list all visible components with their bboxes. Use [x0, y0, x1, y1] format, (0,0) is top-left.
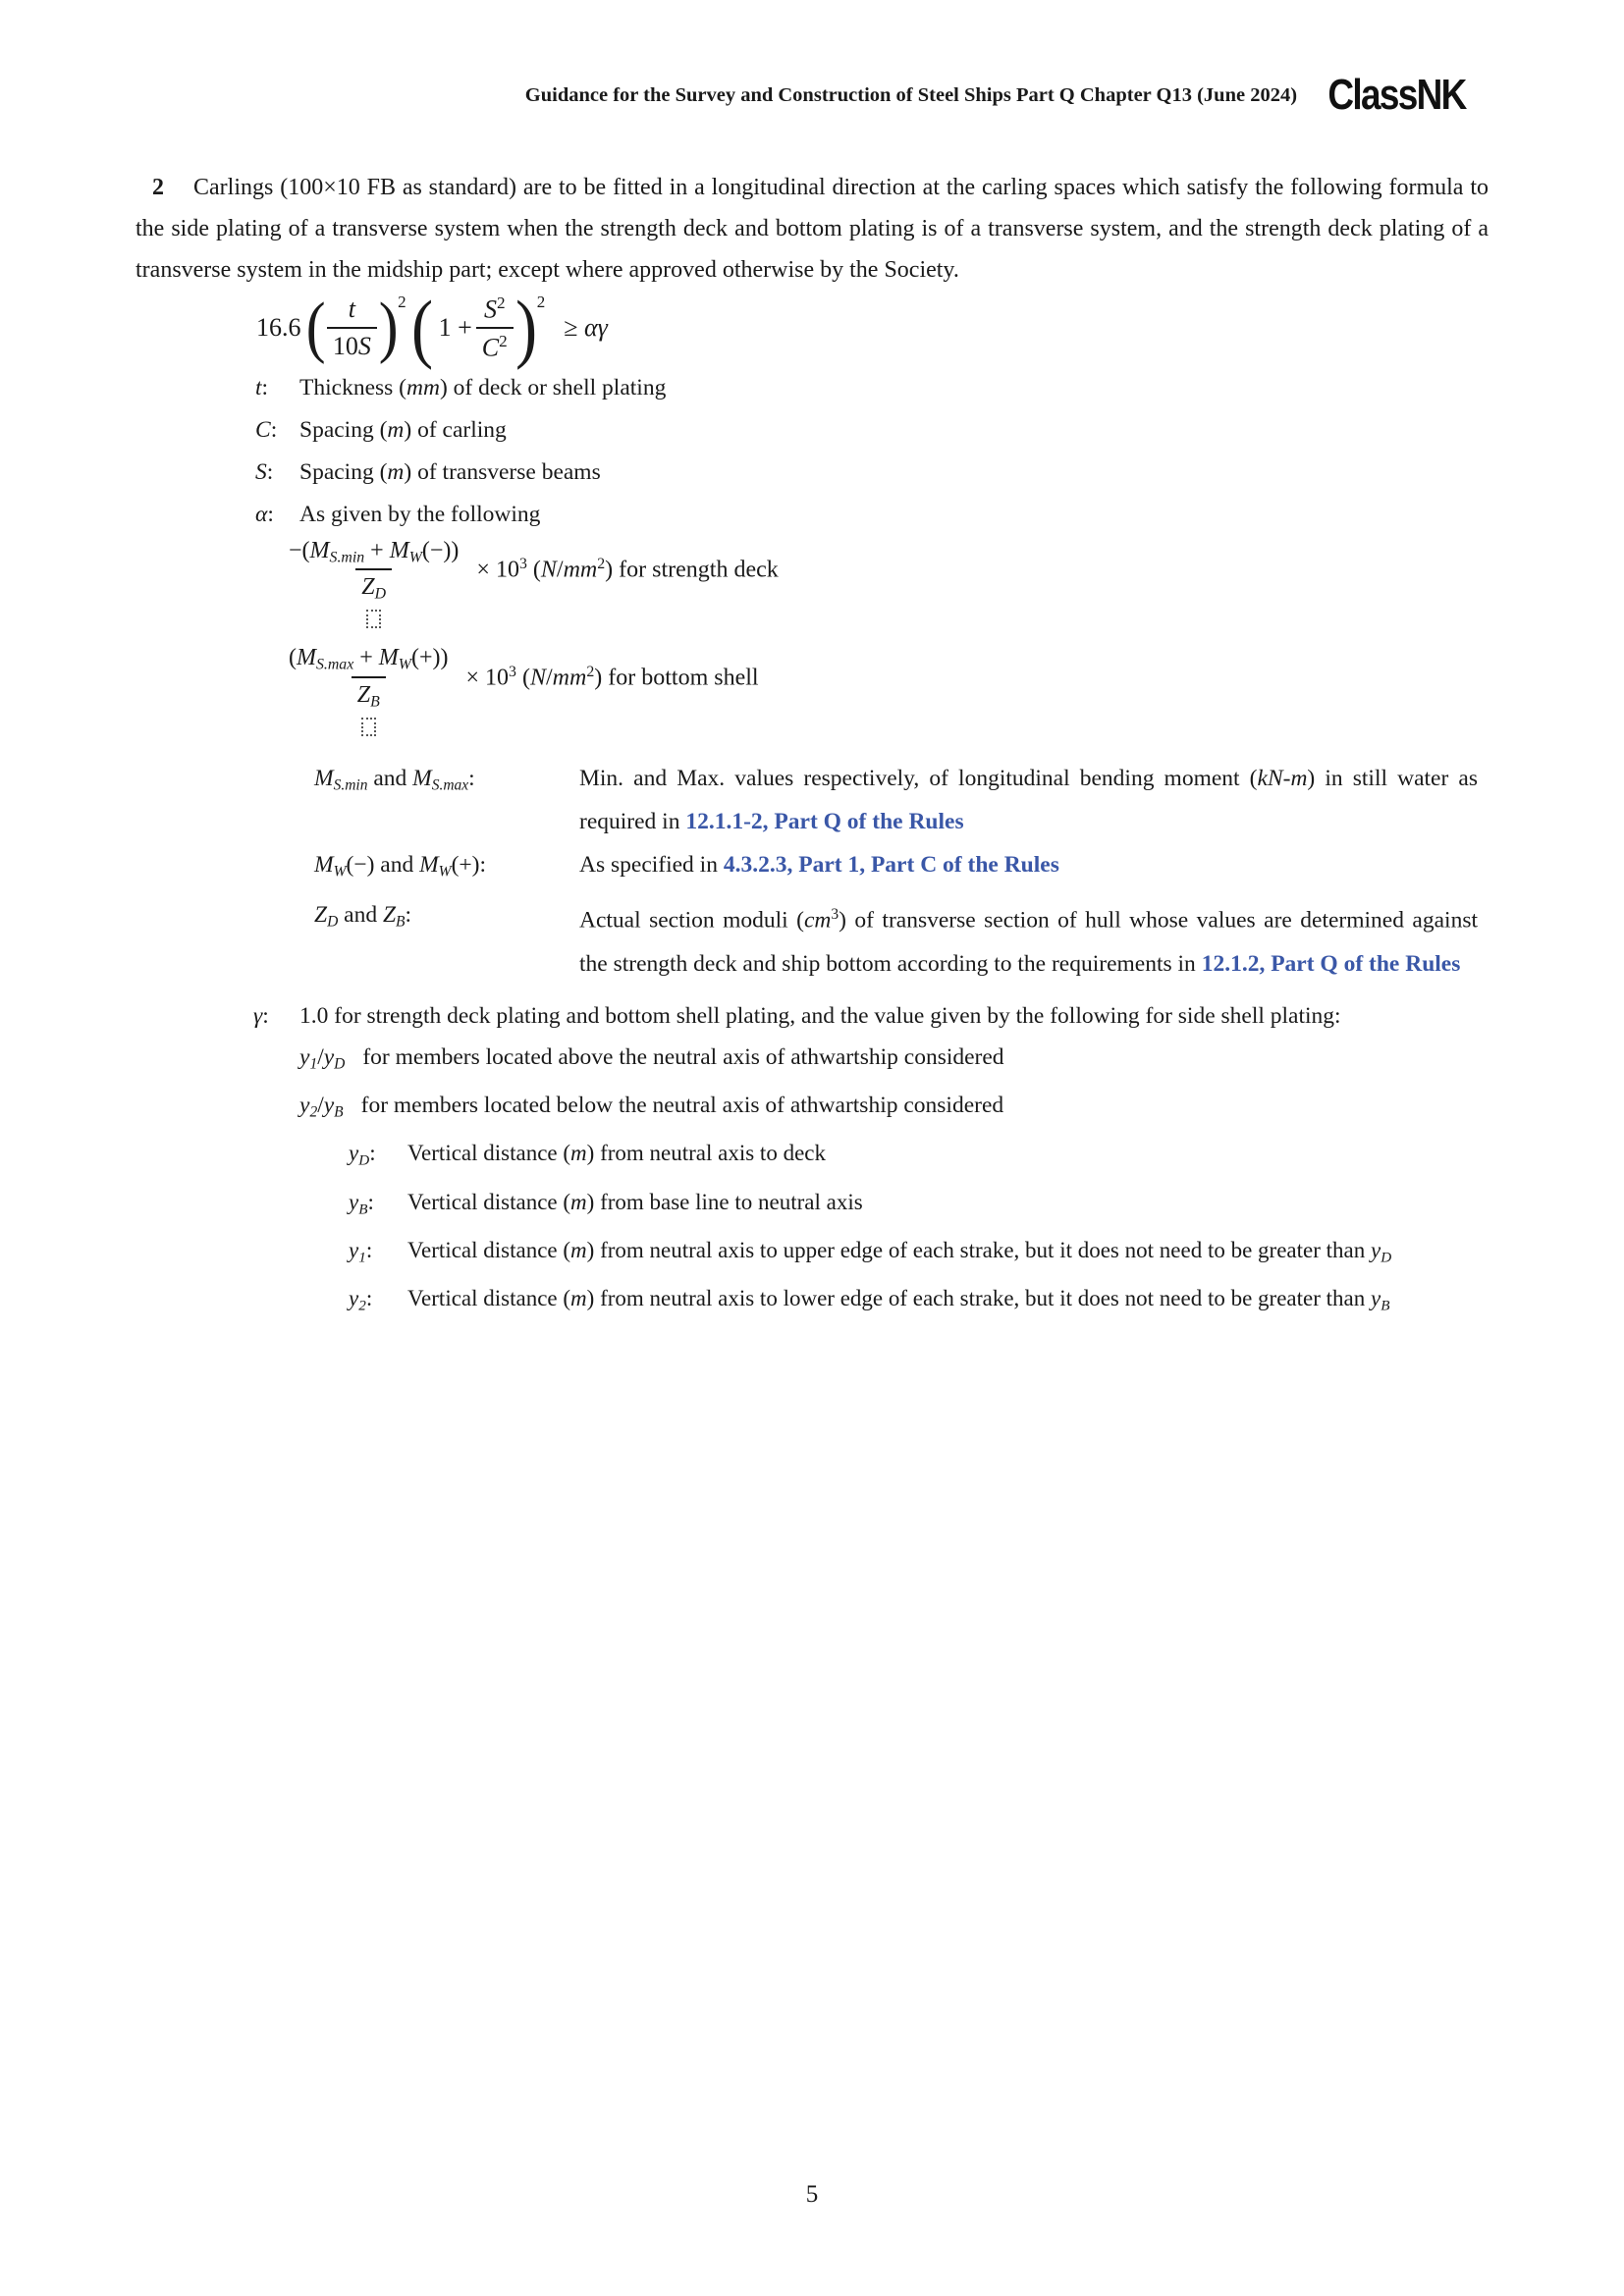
- text-run: ) from neutral axis to deck: [586, 1141, 826, 1166]
- text-run: y: [299, 1043, 310, 1070]
- text-run: S: [255, 459, 267, 485]
- text-run: (: [515, 665, 530, 691]
- text-run: 2: [358, 1297, 366, 1314]
- text-run: S: [483, 294, 497, 323]
- text-run: m: [570, 1189, 587, 1214]
- text-run: y: [349, 1141, 359, 1166]
- fraction-denominator: [476, 327, 514, 364]
- text-run: M: [378, 645, 399, 671]
- text-run: Vertical distance (: [407, 1286, 571, 1311]
- text-run: M: [389, 538, 409, 563]
- text-run: B: [370, 693, 380, 711]
- text-run: 2: [586, 663, 595, 680]
- text-run: ) from neutral axis to lower edge of each strake, but it does not need to be greater than: [586, 1286, 1371, 1311]
- text-run: 2: [499, 331, 508, 350]
- text-run: t: [255, 375, 262, 400]
- text-run: M: [419, 851, 439, 878]
- text-run: −(: [289, 538, 310, 563]
- page-header: [0, 73, 1479, 118]
- text-run: :: [266, 459, 274, 485]
- definition-symbol: [255, 494, 299, 536]
- text-run: 3: [831, 906, 839, 924]
- text-run: Spacing (: [299, 459, 388, 485]
- text-run: αγ: [583, 313, 608, 342]
- alpha-fraction-denominator: [355, 568, 392, 604]
- classnk-logo: ClassNK: [1327, 71, 1466, 119]
- rule-reference-link[interactable]: 4.3.2.3, Part 1, Part C of the Rules: [723, 851, 1059, 878]
- text-run: y: [323, 1043, 335, 1070]
- exponent-squared: 2: [536, 293, 546, 311]
- text-run: Vertical distance (: [407, 1237, 571, 1262]
- exponent-squared: 2: [398, 293, 406, 311]
- text-run: C: [255, 417, 271, 443]
- text-run: M: [309, 538, 330, 563]
- text-run: :: [365, 1286, 373, 1311]
- text-run: :: [365, 1237, 373, 1262]
- symbol-description: [579, 757, 1478, 843]
- text-run: y: [1370, 1237, 1381, 1262]
- text-run: (: [526, 558, 541, 584]
- text-run: B: [396, 913, 406, 931]
- inequality-rhs-alpha-gamma: [564, 313, 608, 343]
- text-run: 2: [496, 293, 506, 312]
- text-run: :: [468, 765, 475, 791]
- formula-coefficient: 16.6: [256, 313, 301, 342]
- text-run: :: [369, 1141, 376, 1166]
- ratio-expression: [299, 1037, 345, 1085]
- definition-symbol: [255, 409, 299, 452]
- text-run: S: [357, 331, 371, 360]
- text-run: mm: [563, 558, 598, 584]
- text-run: B: [358, 1200, 368, 1217]
- symbol-row-Z: [314, 893, 1489, 986]
- definition-symbol: [255, 367, 299, 409]
- text-run: ) of deck or shell plating: [439, 375, 667, 400]
- gamma-symbol: [253, 995, 299, 1037]
- text-run: S.min: [329, 549, 365, 566]
- text-run: ) of transverse beams: [404, 459, 601, 485]
- text-run: m: [570, 1286, 587, 1311]
- definition-text: [299, 494, 540, 536]
- text-run: y: [349, 1189, 359, 1214]
- text-run: S.max: [316, 656, 354, 673]
- text-run: Spacing (: [299, 417, 388, 443]
- ydef-symbol: [349, 1133, 407, 1181]
- text-run: :: [262, 1002, 269, 1029]
- text-run: :: [405, 902, 412, 929]
- text-run: :: [270, 417, 278, 443]
- text-run: m: [570, 1141, 587, 1166]
- text-run: ) in still water as required in: [579, 765, 1478, 834]
- symbol-term: [314, 893, 579, 943]
- text-run: mm: [552, 665, 587, 691]
- ydef-text: [407, 1278, 1389, 1326]
- alpha-fraction-denominator: [352, 676, 386, 712]
- ratio-row-above-axis: [299, 1037, 1489, 1085]
- symbol-description: [579, 893, 1478, 986]
- text-run: D: [374, 585, 387, 603]
- ydef-text: [407, 1230, 1391, 1278]
- alpha-formula-units: [476, 556, 778, 584]
- definition-text: [299, 367, 666, 409]
- alpha-formula-strength-deck: [283, 536, 779, 641]
- text-run: × 10: [465, 665, 510, 691]
- text-run: B: [1380, 1297, 1390, 1314]
- fraction-numerator: [478, 293, 512, 327]
- text-run: M: [314, 851, 334, 878]
- text-run: ) of transverse section of hull whose values are determined against the strength deck and ship bottom according to the requirements in: [579, 907, 1478, 977]
- right-paren: ): [514, 285, 537, 370]
- text-run: y: [1370, 1286, 1381, 1311]
- text-run: :: [367, 1189, 374, 1214]
- symbol-definition-list: [255, 367, 1489, 536]
- text-run: m: [387, 459, 405, 485]
- alpha-fraction-numerator: [283, 536, 464, 568]
- text-run: ) from neutral axis to upper edge of each strake, but it does not need to be greater than: [586, 1237, 1371, 1262]
- text-run: Z: [356, 681, 371, 708]
- gamma-definition-text: 1.0 for strength deck plating and bottom shell plating, and the value given by the following for side shell plating:: [299, 1002, 1341, 1029]
- symbol-term: [314, 757, 579, 807]
- text-run: W: [408, 549, 422, 566]
- ydef-symbol: [349, 1278, 407, 1326]
- ydef-row-yB: [349, 1182, 1489, 1230]
- missing-glyph-box: [366, 610, 381, 628]
- text-run: Actual section moduli (: [579, 907, 804, 934]
- left-paren: (: [410, 285, 433, 370]
- moment-symbol-rows: [135, 757, 1489, 986]
- definition-text: [299, 452, 601, 494]
- paragraph-text: Carlings (100×10 FB as standard) are to be fitted in a longitudinal direction at the carling spaces which satisfy the following formula to the side plating of a transverse system when the strength deck and bottom plating is of a transverse system, and the strength deck plating of a transverse system in the midship part; except where approved otherwise by the Society.: [135, 175, 1489, 283]
- definition-row-C: [255, 409, 1489, 452]
- text-run: t: [348, 294, 355, 323]
- text-run: (−) and: [346, 851, 420, 878]
- ydef-row-y1: [349, 1230, 1489, 1278]
- text-run: As specified in: [579, 851, 724, 878]
- text-run: × 10: [476, 558, 519, 584]
- missing-glyph-cell: [283, 712, 455, 749]
- rule-reference-link[interactable]: 12.1.2, Part Q of the Rules: [1201, 950, 1461, 977]
- missing-glyph-cell: [283, 604, 464, 641]
- text-run: 1: [309, 1055, 318, 1073]
- ydef-text: [407, 1133, 826, 1181]
- text-run: ) from base line to neutral axis: [586, 1189, 863, 1214]
- text-run: D: [358, 1151, 370, 1169]
- rule-reference-link[interactable]: 12.1.1-2, Part Q of the Rules: [685, 808, 964, 834]
- gamma-section: [135, 995, 1489, 1327]
- text-run: D: [1380, 1249, 1392, 1266]
- text-run: (+)): [410, 645, 449, 671]
- paragraph-2: [135, 167, 1489, 291]
- text-run: 1: [358, 1249, 366, 1266]
- text-run: Z: [314, 902, 328, 929]
- one-plus-term: [439, 313, 472, 343]
- text-run: y: [299, 1093, 310, 1119]
- text-run: 3: [518, 556, 527, 573]
- text-run: /: [545, 665, 553, 691]
- symbol-description: [579, 843, 1478, 886]
- text-run: As given by the following: [299, 502, 541, 527]
- text-run: W: [438, 863, 452, 881]
- text-run: Thickness (: [299, 375, 406, 400]
- text-run: +: [364, 538, 390, 563]
- text-run: W: [398, 656, 411, 673]
- fraction-t-over-10S: [327, 294, 377, 362]
- text-run: 2: [309, 1103, 318, 1121]
- gamma-definition-row: [253, 995, 1489, 1037]
- ratio-description: for members located above the neutral axis of athwartship considered: [362, 1043, 1004, 1070]
- definition-row-S: [255, 452, 1489, 494]
- text-run: M: [314, 765, 334, 791]
- definition-row-t: [255, 367, 1489, 409]
- text-run: /: [317, 1043, 324, 1070]
- symbol-row-Ms: [314, 757, 1489, 843]
- paragraph-number: 2: [152, 175, 164, 200]
- text-run: m: [570, 1237, 587, 1262]
- text-run: and: [367, 765, 413, 791]
- definition-text: [299, 409, 507, 452]
- ydef-symbol: [349, 1230, 407, 1278]
- text-run: S.min: [333, 776, 368, 794]
- text-run: ) of carling: [404, 417, 507, 443]
- ydef-text: [407, 1182, 863, 1230]
- carling-criterion-formula: [256, 285, 1489, 370]
- text-run: kN-m: [1257, 765, 1308, 791]
- text-run: Vertical distance (: [407, 1141, 571, 1166]
- text-run: y: [349, 1237, 359, 1262]
- definition-symbol: [255, 452, 299, 494]
- text-run: ) for strength deck: [605, 558, 779, 584]
- missing-glyph-box: [361, 718, 376, 736]
- text-run: M: [297, 645, 316, 671]
- document-title: Guidance for the Survey and Construction of Steel Ships Part Q Chapter Q13 (June 2024): [524, 83, 1298, 106]
- text-run: B: [334, 1103, 344, 1121]
- text-run: M: [412, 765, 432, 791]
- page-content: [135, 167, 1489, 1326]
- text-run: N: [540, 558, 557, 584]
- text-run: (+):: [451, 851, 487, 878]
- ratio-row-below-axis: [299, 1085, 1489, 1133]
- text-run: /: [556, 558, 564, 584]
- text-run: D: [327, 913, 339, 931]
- text-run: N: [529, 665, 546, 691]
- alpha-fraction: [283, 643, 455, 711]
- symbol-row-Mw: [314, 843, 1489, 893]
- ratio-description: for members located below the neutral axis of athwartship considered: [360, 1093, 1004, 1119]
- text-run: m: [387, 417, 405, 443]
- text-run: 3: [509, 663, 516, 680]
- ratio-expression: [299, 1085, 344, 1133]
- text-run: D: [334, 1055, 346, 1073]
- text-run: α: [255, 502, 268, 527]
- text-run: /: [317, 1093, 324, 1119]
- text-run: mm: [406, 375, 440, 400]
- text-run: :: [261, 375, 269, 400]
- text-run: 1 +: [438, 313, 472, 342]
- ydef-row-y2: [349, 1278, 1489, 1326]
- page-number: 5: [805, 2181, 819, 2208]
- text-run: Z: [382, 902, 397, 929]
- text-run: (: [289, 645, 297, 671]
- text-run: S.max: [431, 776, 469, 794]
- symbol-term: [314, 843, 579, 893]
- text-run: and: [338, 902, 383, 929]
- alpha-fraction: [283, 536, 464, 604]
- left-paren: (: [305, 290, 326, 365]
- right-paren: ): [378, 290, 399, 365]
- alpha-formula-bottom-shell: [283, 643, 759, 748]
- fraction-S2-over-C2: [476, 293, 514, 364]
- text-run: γ: [253, 1002, 263, 1029]
- fraction-numerator: [343, 294, 361, 327]
- ydef-row-yD: [349, 1133, 1489, 1181]
- alpha-formula-units: [466, 664, 759, 692]
- text-run: y: [349, 1286, 359, 1311]
- text-run: (−)): [421, 538, 460, 563]
- text-run: Min. and Max. values respectively, of longitudinal bending moment (: [579, 765, 1258, 791]
- text-run: y: [323, 1093, 335, 1119]
- definition-row-alpha: [255, 494, 1489, 536]
- text-run: cm: [803, 907, 832, 934]
- fraction-denominator: [327, 327, 377, 363]
- text-run: ) for bottom shell: [594, 665, 759, 691]
- page-footer: [0, 2181, 1624, 2209]
- text-run: :: [267, 502, 274, 527]
- ydef-symbol: [349, 1182, 407, 1230]
- text-run: 10: [332, 331, 358, 360]
- text-run: C: [481, 332, 500, 361]
- text-run: W: [333, 863, 347, 881]
- alpha-fraction-numerator: [283, 643, 455, 675]
- text-run: 2: [597, 556, 606, 573]
- text-run: +: [353, 645, 379, 671]
- text-run: ≥: [564, 313, 584, 342]
- text-run: Z: [361, 574, 375, 601]
- text-run: Vertical distance (: [407, 1189, 571, 1214]
